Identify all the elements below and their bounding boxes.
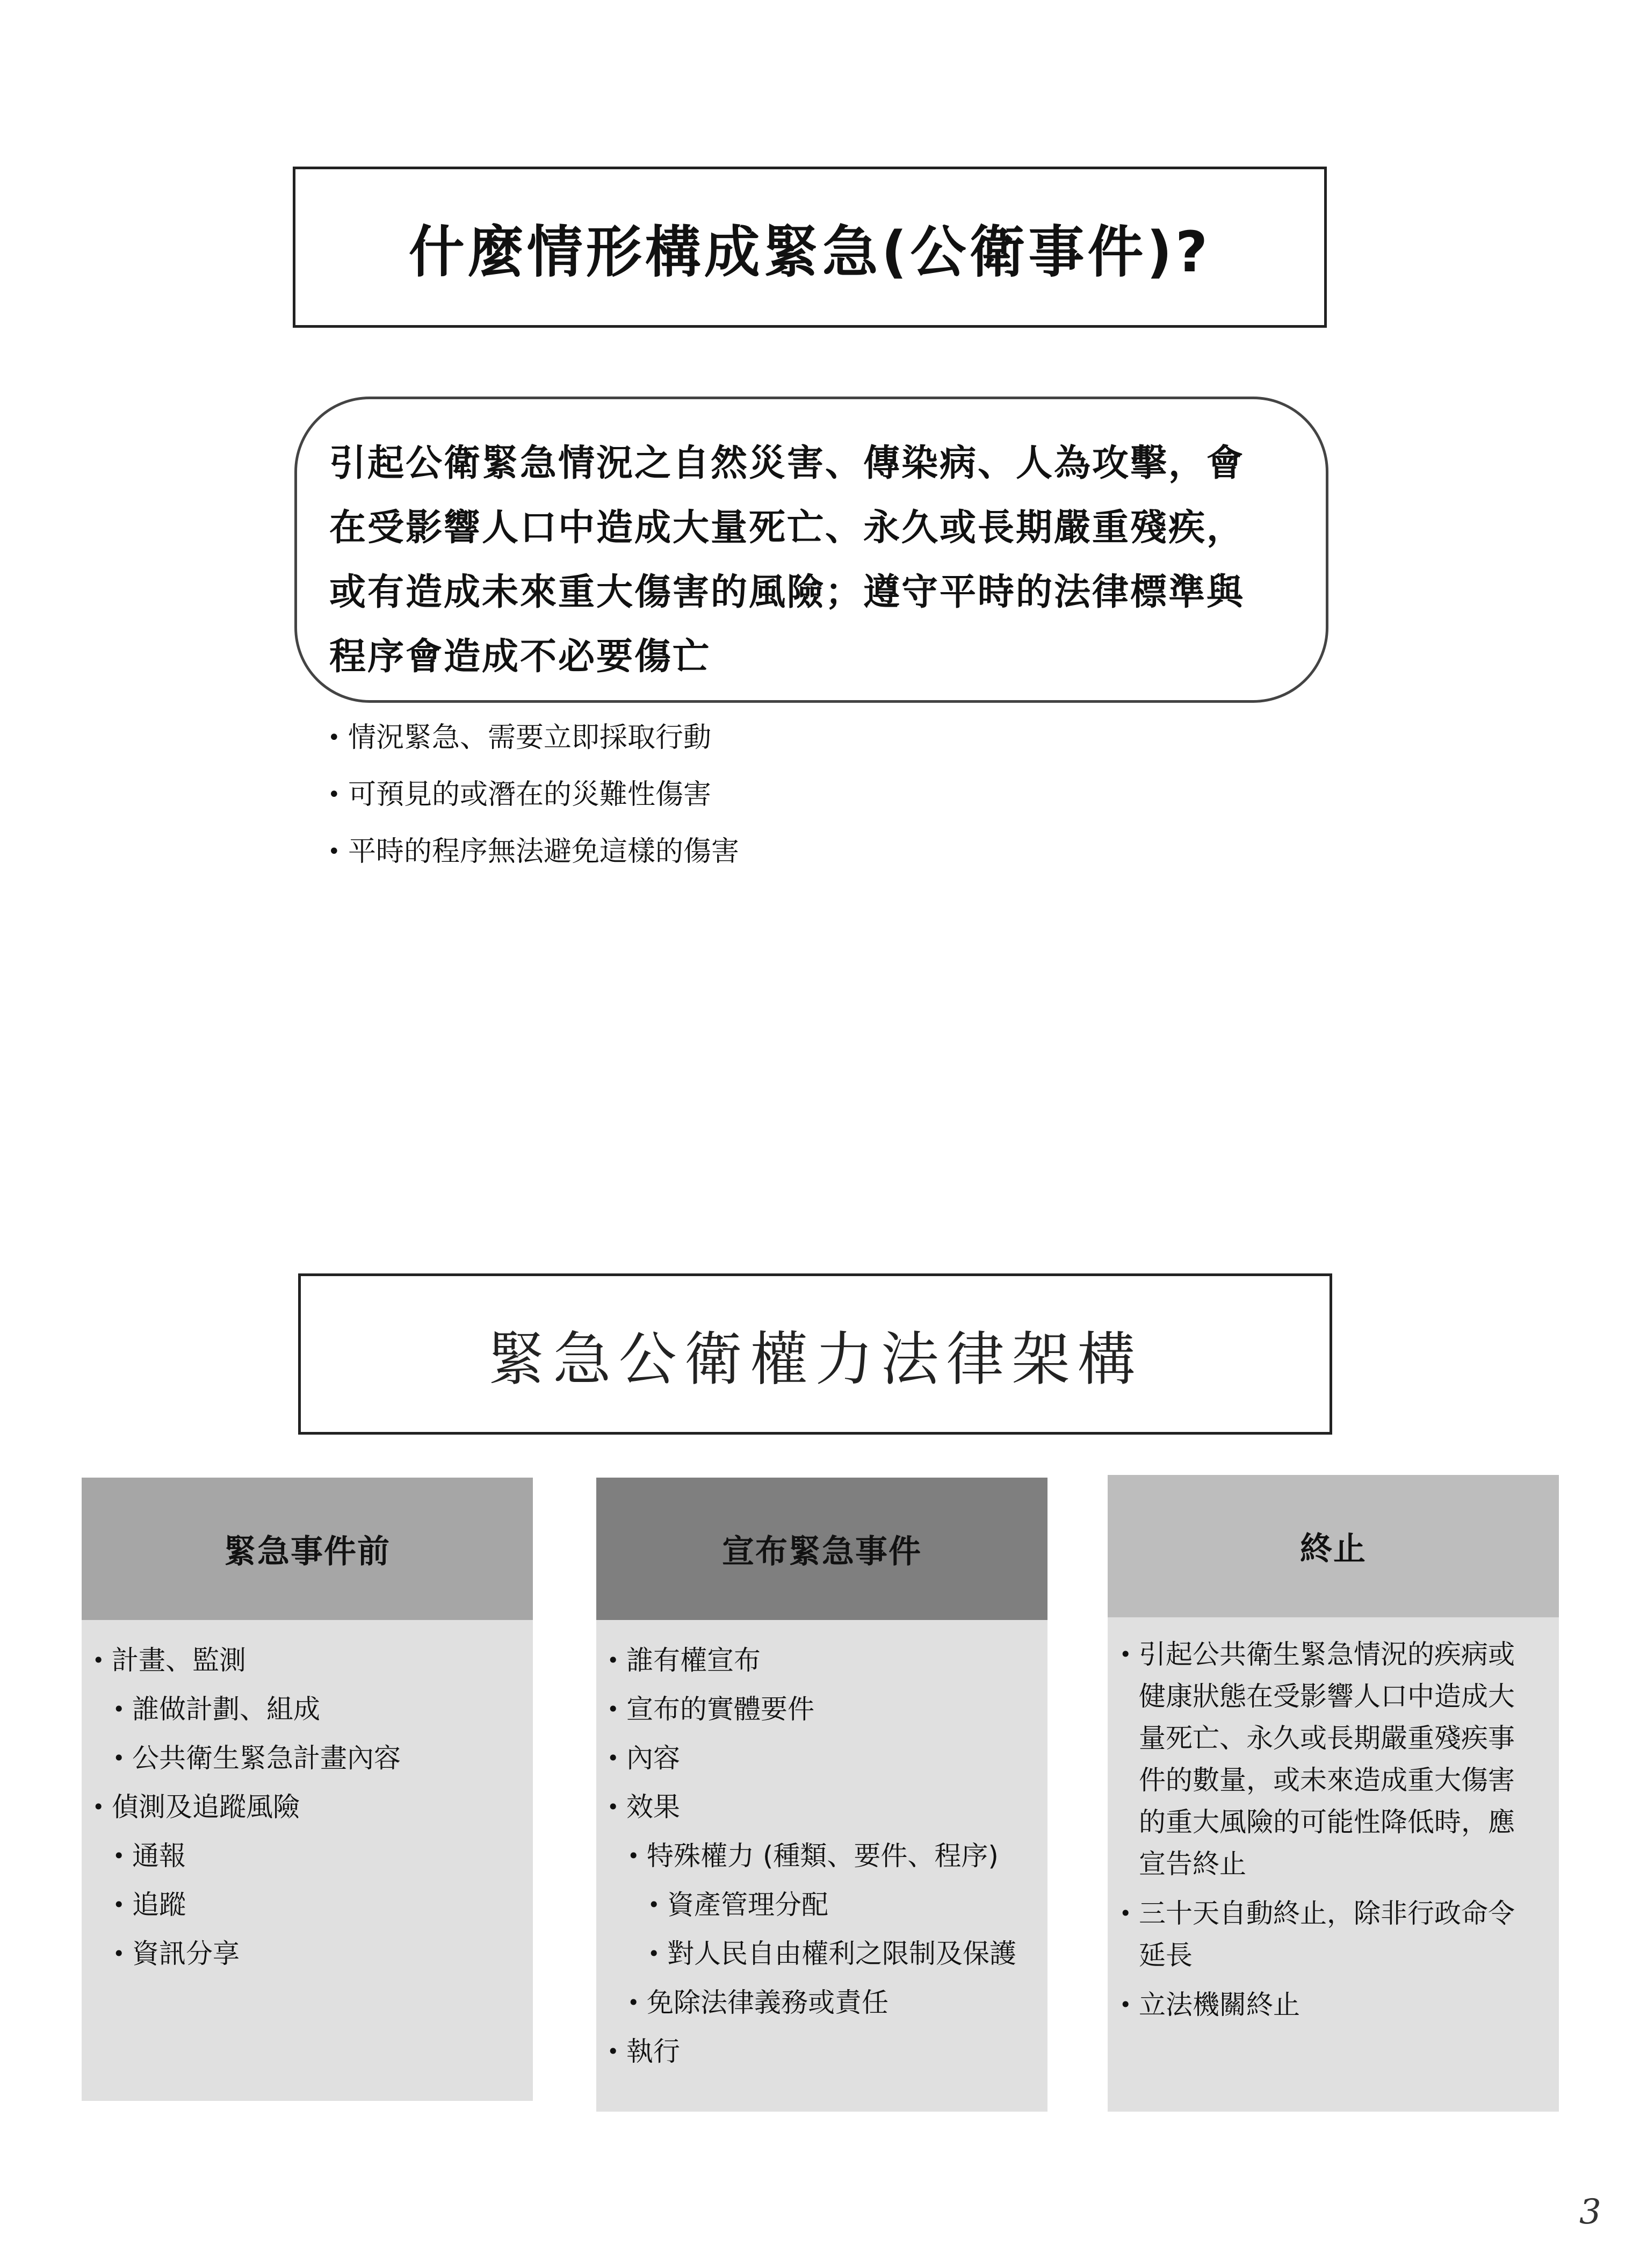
list-item: • 誰有權宣布	[607, 1645, 761, 1676]
slide2-title: 緊急公衛權力法律架構	[487, 1326, 1143, 1393]
list-item: • 情況緊急、需要立即採取行動	[328, 709, 1187, 766]
definition-line: 在受影響人口中造成大量死亡、永久或長期嚴重殘疾，	[329, 507, 1245, 549]
column-termination	[1108, 1475, 1559, 2096]
column-body	[82, 1620, 533, 2101]
column-declare-emergency	[596, 1478, 1047, 2096]
definition-line: 引起公衛緊急情況之自然災害、傳染病、人為攻擊，會	[329, 442, 1245, 485]
bullet-icon: •	[328, 725, 341, 750]
column-before-emergency	[82, 1478, 533, 2085]
list-item: • 效果	[607, 1791, 680, 1823]
list-item: • 執行	[607, 2036, 680, 2067]
list-item: • 通報	[113, 1840, 186, 1871]
list-item: • 資訊分享	[113, 1938, 240, 1969]
bullet-icon: •	[328, 782, 341, 807]
list-item: • 免除法律義務或責任	[627, 1987, 888, 2018]
column-heading: 緊急事件前	[82, 1478, 533, 1620]
column-heading: 終止	[1108, 1475, 1559, 1617]
definition-box	[294, 397, 1328, 703]
definition-line: 或有造成未來重大傷害的風險；遵守平時的法律標準與	[329, 571, 1245, 614]
list-item: • 宣布的實體要件	[607, 1694, 814, 1725]
list-item: • 誰做計劃、組成	[113, 1694, 320, 1725]
list-item: • 內容	[607, 1743, 680, 1774]
list-item: • 引起公共衛生緊急情況的疾病或健康狀態在受影響人口中造成大量死亡、永久或長期嚴重殘疾事件的數量，或未來造成重大傷害的重大風險的可能性降低時，應宣告終止	[1119, 1639, 1515, 1880]
column-heading: 宣布緊急事件	[596, 1478, 1047, 1620]
slide1-bullet-list	[328, 709, 1187, 880]
page-number: 3	[1579, 2192, 1601, 2232]
list-item: • 偵測及追蹤風險	[92, 1791, 300, 1823]
list-item: • 特殊權力 (種類、要件、程序)	[627, 1840, 999, 1871]
column-body	[596, 1620, 1047, 2112]
list-item: • 對人民自由權利之限制及保護	[648, 1938, 1016, 1969]
bullet-icon: •	[328, 839, 341, 864]
list-item: • 三十天自動終止，除非行政命令延長	[1119, 1898, 1515, 1971]
list-item: • 追蹤	[113, 1889, 186, 1920]
slide2-title-box	[298, 1273, 1332, 1435]
slide1-title: 什麼情形構成緊急(公衛事件)?	[408, 219, 1211, 285]
list-item: • 可預見的或潛在的災難性傷害	[328, 766, 1187, 823]
list-item: • 立法機關終止	[1119, 1989, 1300, 2020]
definition-line: 程序會造成不必要傷亡	[329, 636, 711, 678]
slide1-title-box	[293, 167, 1327, 328]
list-item: • 計畫、監測	[92, 1645, 246, 1676]
list-item: • 公共衛生緊急計畫內容	[113, 1743, 401, 1774]
list-item: • 資產管理分配	[648, 1889, 828, 1920]
column-body	[1108, 1617, 1559, 2112]
list-item: • 平時的程序無法避免這樣的傷害	[328, 823, 1187, 880]
